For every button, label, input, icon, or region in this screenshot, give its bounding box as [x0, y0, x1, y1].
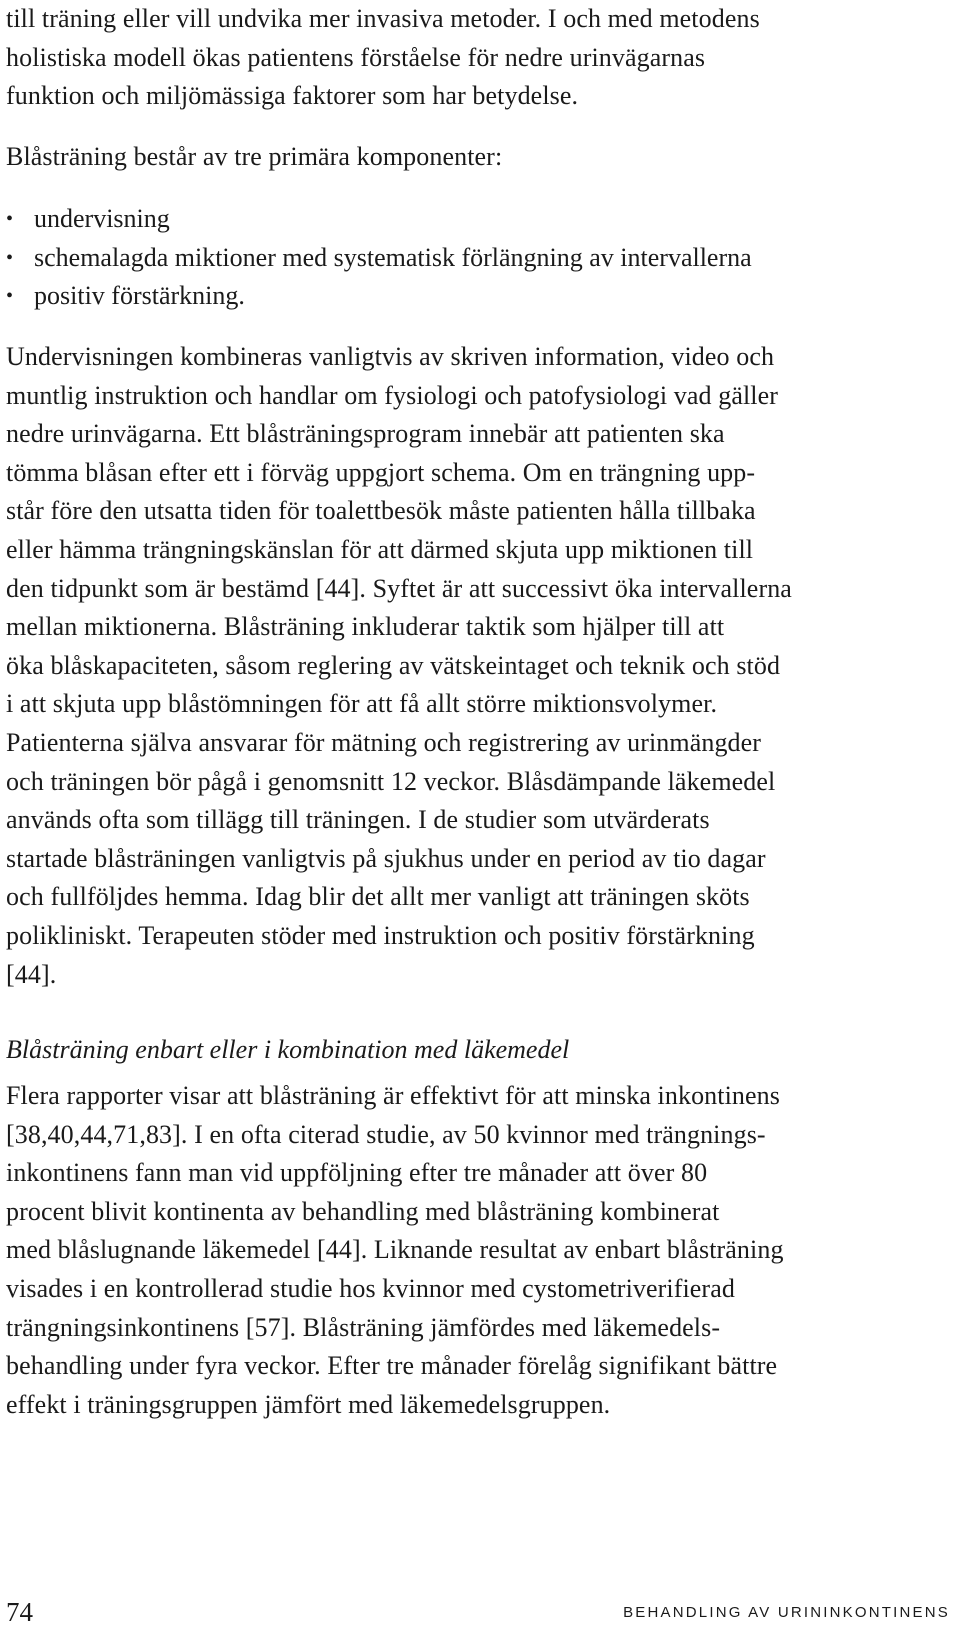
text-line: öka blåskapaciteten, såsom reglering av vätskeintaget och teknik och stöd [6, 650, 781, 680]
running-head: BEHANDLING AV URININKONTINENS [623, 1604, 950, 1621]
text-line: den tidpunkt som är bestämd [44]. Syftet är att successivt öka intervallerna [6, 573, 792, 603]
text-line: tömma blåsan efter ett i förväg uppgjort schema. Om en trängning upp- [6, 457, 756, 487]
text-line: och fullföljdes hemma. Idag blir det allt mer vanligt att träningen sköts [6, 882, 750, 912]
text-line: effekt i träningsgruppen jämfört med läkemedelsgruppen. [6, 1389, 611, 1419]
list-item-text: undervisning [34, 204, 170, 233]
text-line: Flera rapporter visar att blåsträning är effektivt för att minska inkontinens [6, 1081, 780, 1110]
text-line: [44]. [6, 959, 57, 989]
components-intro [6, 138, 950, 177]
text-line: [38,40,44,71,83]. I en ofta citerad studie, av 50 kvinnor med trängnings- [6, 1119, 766, 1149]
document-page [6, 0, 950, 1649]
text-line: används ofta som tillägg till träningen. I de studier som utvärderats [6, 805, 710, 835]
text-line: trängningsinkontinens [57]. Blåsträning jämfördes med läkemedels- [6, 1312, 721, 1342]
list-item [6, 277, 950, 316]
bullet-icon: • [6, 285, 14, 308]
section-subheading: Blåsträning enbart eller i kombination med läkemedel [6, 1035, 570, 1064]
text-line: eller hämma trängningskänslan för att därmed skjuta upp miktionen till [6, 534, 754, 564]
components-list [6, 200, 950, 316]
text-line: nedre urinvägarna. Ett blåsträningsprogram innebär att patienten ska [6, 419, 725, 449]
text-line: holistiska modell ökas patientens förståelse för nedre urinvägarnas [6, 42, 706, 72]
text-line: procent blivit kontinenta av behandling med blåsträning kombinerat [6, 1196, 720, 1226]
text-line: med blåslugnande läkemedel [44]. Liknande resultat av enbart blåsträning [6, 1235, 784, 1265]
text-line: inkontinens fann man vid uppföljning efter tre månader att över 80 [6, 1158, 708, 1188]
text-line: visades i en kontrollerad studie hos kvinnor med cystometriverifierad [6, 1273, 735, 1303]
list-item [6, 239, 950, 278]
text-line: och träningen bör pågå i genomsnitt 12 veckor. Blåsdämpande läkemedel [6, 766, 776, 796]
text-line: i att skjuta upp blåstömningen för att få allt större miktionsvolymer. [6, 689, 718, 719]
list-item-text: positiv förstärkning. [34, 281, 245, 311]
paragraph-education [6, 338, 950, 994]
text-line: Blåsträning består av tre primära komponenter: [6, 142, 503, 171]
text-line: mellan miktionerna. Blåsträning inkluderar taktik som hjälper till att [6, 612, 725, 642]
paragraph-effectiveness [6, 1077, 950, 1424]
text-line: står före den utsatta tiden för toalettbesök måste patienten hålla tillbaka [6, 496, 756, 526]
text-line: behandling under fyra veckor. Efter tre månader förelåg signifikant bättre [6, 1351, 778, 1381]
text-line: funktion och miljömässiga faktorer som har betydelse. [6, 81, 579, 111]
bullet-icon: • [6, 208, 14, 230]
list-item [6, 200, 950, 239]
text-line: muntlig instruktion och handlar om fysiologi och patofysiologi vad gäller [6, 380, 779, 410]
bullet-icon: • [6, 246, 14, 269]
page-number: 74 [6, 1597, 33, 1627]
text-line: startade blåsträningen vanligtvis på sjukhus under en period av tio dagar [6, 843, 766, 873]
list-item-text: schemalagda miktioner med systematisk förlängning av intervallerna [34, 242, 752, 272]
intro-paragraph [6, 0, 950, 116]
text-line: till träning eller vill undvika mer invasiva metoder. I och med metodens [6, 4, 760, 33]
text-line: Undervisningen kombineras vanligtvis av skriven information, video och [6, 342, 775, 371]
text-line: Patienterna själva ansvarar för mätning och registrering av urinmängder [6, 727, 762, 757]
text-line: polikliniskt. Terapeuten stöder med instruktion och positiv förstärkning [6, 920, 755, 950]
